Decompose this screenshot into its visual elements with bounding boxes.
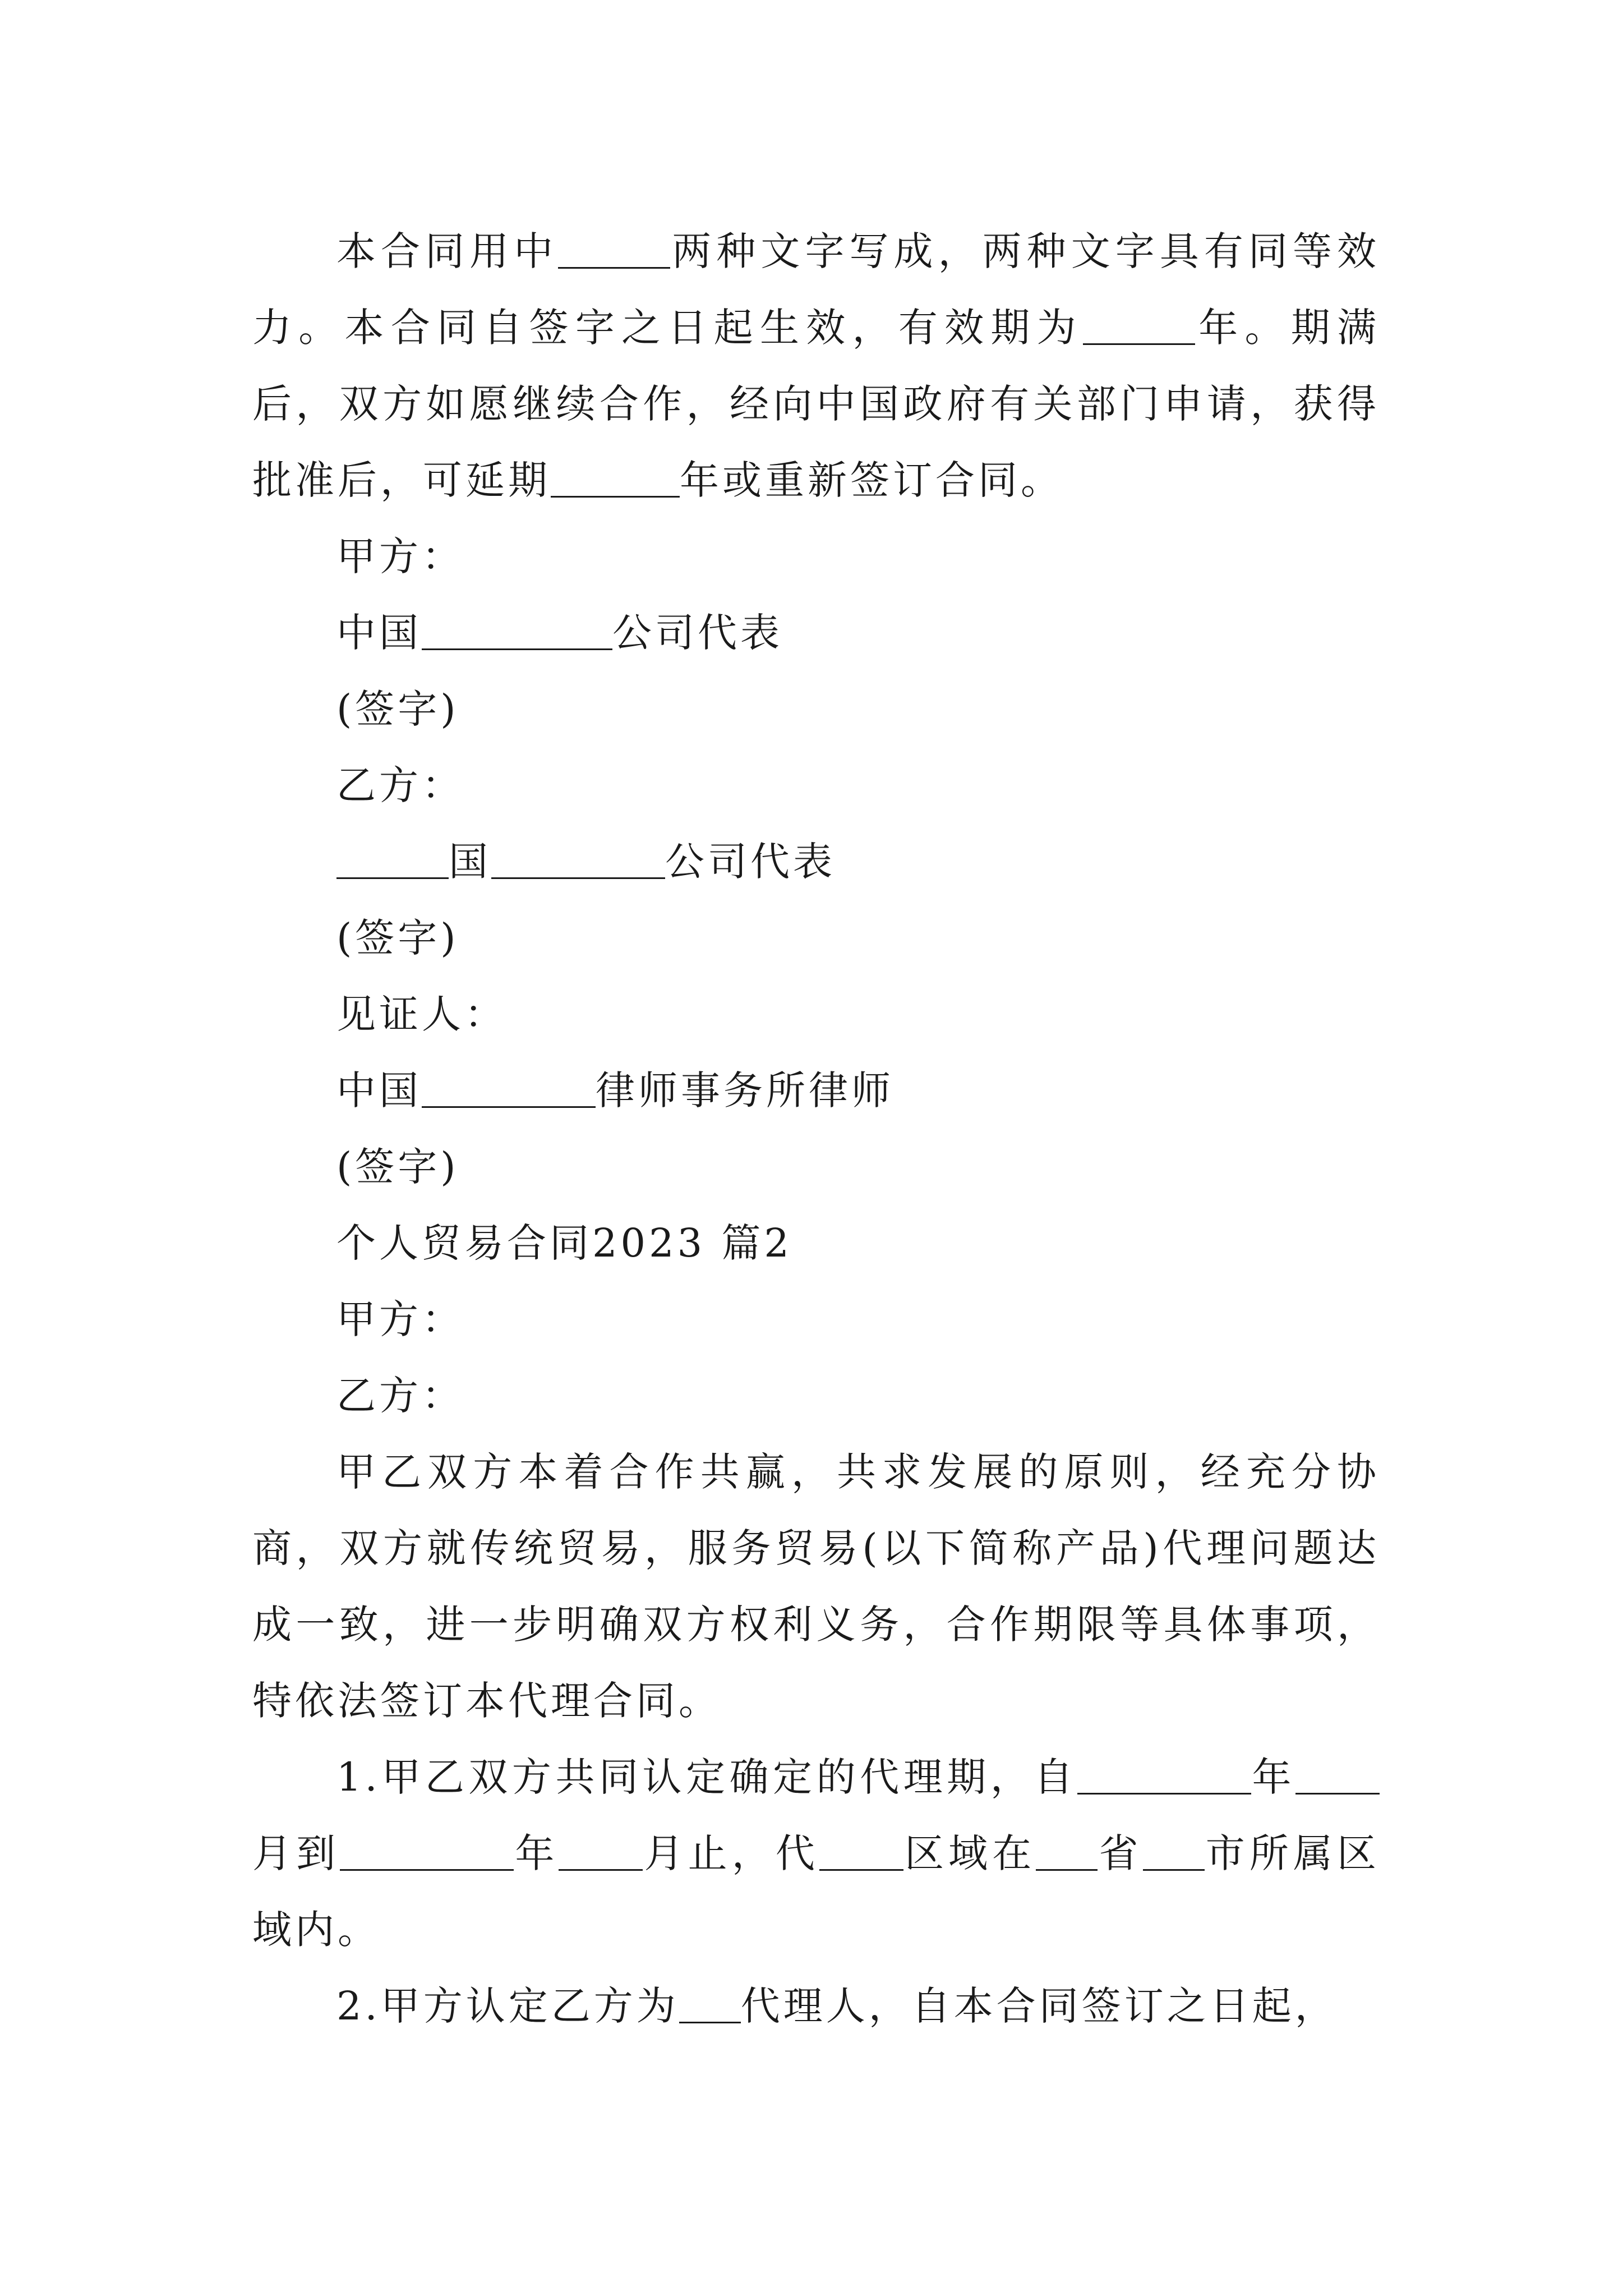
- text-run: 国: [449, 839, 491, 885]
- blank-line: [551, 457, 680, 498]
- blank-line: [558, 228, 670, 269]
- blank-line: [340, 1830, 514, 1871]
- validity-paragraph: [252, 213, 1380, 518]
- intro-paragraph: 甲乙双方本着合作共赢，共求发展的原则，经充分协商，双方就传统贸易，服务贸易(以下简称产品)代理问题达成一致，进一步明确双方权利义务，合作期限等具体事项，特依法签订本代理合同。: [252, 1449, 1380, 1724]
- text-run: 年或重新签订合同。: [680, 457, 1063, 503]
- party-b-representative: [252, 823, 1380, 900]
- blank-line: [422, 1067, 596, 1108]
- text-run: 市所属区域内。: [252, 1830, 1380, 1953]
- blank-line: [819, 1830, 903, 1871]
- blank-line: [1295, 1754, 1380, 1795]
- text-run: 两种文字写成，两种文字具有同等效力。本合同自签字之日起生效，有效期为: [252, 228, 1380, 351]
- blank-line: [1083, 304, 1195, 345]
- text-run: 区域在: [903, 1830, 1036, 1876]
- text-run: 律师事务所律师: [596, 1068, 894, 1114]
- text-run: 月到: [252, 1830, 340, 1876]
- text-run: 年。期满后，双方如愿继续合作，经向中国政府有关部门申请，获得批准后，可延期: [252, 305, 1380, 503]
- party-a-label: 甲方：: [336, 1296, 464, 1342]
- party-b-label: 乙方：: [336, 1373, 464, 1419]
- party-b-label: 乙方：: [336, 762, 464, 808]
- clause-1: [252, 1739, 1380, 1968]
- text-run: 中国: [336, 1068, 422, 1114]
- blank-line: [1077, 1754, 1251, 1795]
- text-run: 中国: [336, 610, 422, 656]
- text-run: 年: [514, 1830, 559, 1876]
- clause-2: [252, 1968, 1380, 2044]
- text-run: 代理人，自本合同签订之日起，: [740, 1983, 1338, 2029]
- signature-label: (签字): [336, 1144, 459, 1190]
- witness-label: 见证人：: [336, 991, 507, 1037]
- blank-line: [559, 1830, 643, 1871]
- blank-line: [336, 838, 449, 879]
- witness-representative: [252, 1052, 1380, 1129]
- section-title: 个人贸易合同2023 篇2: [336, 1220, 792, 1266]
- text-run: 1.甲乙双方共同认定确定的代理期，自: [336, 1754, 1077, 1800]
- text-run: 省: [1098, 1830, 1143, 1876]
- signature-label: (签字): [336, 686, 459, 732]
- blank-line: [679, 1982, 741, 2023]
- party-a-representative: [252, 595, 1380, 671]
- text-run: 2.甲方认定乙方为: [336, 1983, 679, 2029]
- party-a-label: 甲方：: [336, 533, 464, 579]
- text-run: 本合同用中: [336, 228, 559, 274]
- blank-line: [1143, 1830, 1205, 1871]
- blank-line: [491, 838, 665, 879]
- blank-line: [422, 609, 612, 650]
- text-run: 公司代表: [665, 839, 836, 885]
- document-body: [252, 213, 1380, 2044]
- text-run: 公司代表: [612, 610, 783, 656]
- text-run: 月止，代: [643, 1830, 819, 1876]
- signature-label: (签字): [336, 915, 459, 961]
- blank-line: [1036, 1830, 1098, 1871]
- text-run: 年: [1251, 1754, 1295, 1800]
